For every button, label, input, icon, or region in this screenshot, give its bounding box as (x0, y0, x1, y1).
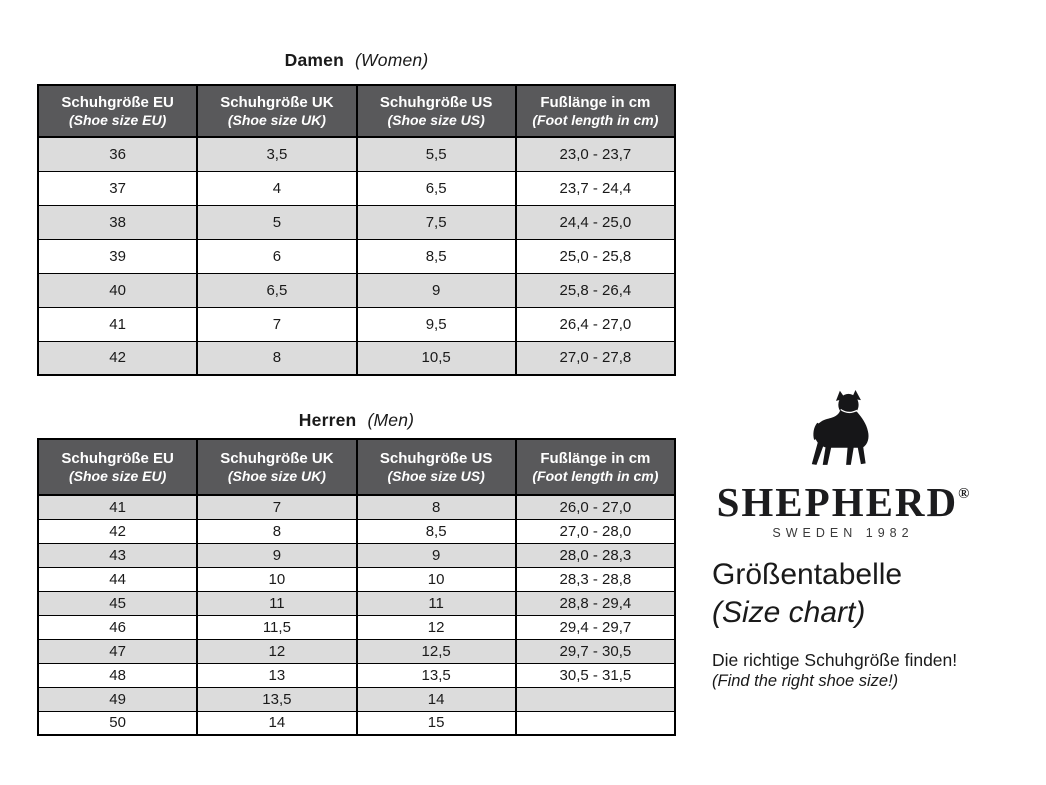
table-cell: 48 (38, 663, 197, 687)
table-row (38, 591, 675, 615)
table-cell (516, 711, 675, 735)
registered-mark: ® (958, 486, 970, 502)
column-header-footlength (516, 85, 675, 137)
table-row (38, 205, 675, 239)
table-cell: 43 (38, 543, 197, 567)
women-title-de: Damen (284, 50, 344, 70)
table-cell: 49 (38, 687, 197, 711)
table-cell: 7,5 (357, 205, 516, 239)
table-cell: 29,4 - 29,7 (516, 615, 675, 639)
table-cell: 9 (357, 273, 516, 307)
table-cell: 6 (197, 239, 356, 273)
column-header-us (357, 85, 516, 137)
table-row (38, 239, 675, 273)
header-label-en: (Shoe size US) (387, 112, 485, 128)
table-cell: 10 (357, 567, 516, 591)
men-table-title (37, 410, 676, 431)
table-cell: 40 (38, 273, 197, 307)
column-header-eu (38, 439, 197, 495)
header-label-en: (Shoe size EU) (69, 468, 167, 484)
women-size-table (37, 84, 676, 376)
table-cell: 25,8 - 26,4 (516, 273, 675, 307)
header-label-en: (Shoe size UK) (227, 112, 326, 128)
table-cell: 11,5 (197, 615, 356, 639)
table-cell: 14 (357, 687, 516, 711)
table-cell: 27,0 - 28,0 (516, 519, 675, 543)
table-cell: 9,5 (357, 307, 516, 341)
table-cell: 10 (197, 567, 356, 591)
table-cell: 45 (38, 591, 197, 615)
women-title-en: (Women) (355, 50, 429, 70)
header-label-de: Schuhgröße EU (61, 94, 174, 111)
info-line-en: (Find the right shoe size!) (712, 672, 899, 690)
header-label-de: Schuhgröße UK (220, 450, 334, 467)
table-cell: 41 (38, 307, 197, 341)
info-block (712, 556, 957, 692)
table-cell (516, 687, 675, 711)
info-heading-de: Größentabelle (712, 558, 903, 591)
table-row (38, 687, 675, 711)
table-cell: 3,5 (197, 137, 356, 171)
table-cell: 37 (38, 171, 197, 205)
table-row (38, 663, 675, 687)
column-header-eu (38, 85, 197, 137)
table-cell: 36 (38, 137, 197, 171)
table-cell: 15 (357, 711, 516, 735)
table-cell: 28,0 - 28,3 (516, 543, 675, 567)
table-row (38, 341, 675, 375)
header-label-en: (Shoe size UK) (227, 468, 326, 484)
table-cell: 9 (197, 543, 356, 567)
table-cell: 50 (38, 711, 197, 735)
table-row (38, 543, 675, 567)
table-cell: 47 (38, 639, 197, 663)
table-cell: 8 (357, 495, 516, 519)
women-header-row (38, 85, 675, 137)
table-cell: 13,5 (357, 663, 516, 687)
header-label-de: Schuhgröße EU (61, 450, 174, 467)
table-cell: 26,0 - 27,0 (516, 495, 675, 519)
table-cell: 13,5 (197, 687, 356, 711)
table-cell: 27,0 - 27,8 (516, 341, 675, 375)
table-row (38, 137, 675, 171)
table-cell: 10,5 (357, 341, 516, 375)
header-label-en: (Foot length in cm) (532, 468, 659, 484)
table-cell: 5,5 (357, 137, 516, 171)
brand-name-text: SHEPHERD (716, 479, 959, 525)
column-header-footlength (516, 439, 675, 495)
column-header-uk (197, 439, 356, 495)
header-label-en: (Foot length in cm) (532, 112, 659, 128)
header-label-de: Schuhgröße US (379, 94, 493, 111)
table-row (38, 711, 675, 735)
men-size-table (37, 438, 676, 736)
table-row (38, 639, 675, 663)
header-label-en: (Shoe size US) (387, 468, 485, 484)
table-cell: 4 (197, 171, 356, 205)
table-row (38, 171, 675, 205)
brand-name (710, 473, 976, 523)
table-cell: 30,5 - 31,5 (516, 663, 675, 687)
table-row (38, 567, 675, 591)
table-cell: 29,7 - 30,5 (516, 639, 675, 663)
brand-tagline: SWEDEN 1982 (772, 526, 914, 540)
table-cell: 42 (38, 341, 197, 375)
table-cell: 6,5 (357, 171, 516, 205)
men-title-en: (Men) (367, 410, 415, 430)
table-cell: 12 (357, 615, 516, 639)
table-cell: 44 (38, 567, 197, 591)
table-cell: 38 (38, 205, 197, 239)
brand-logo (710, 390, 976, 540)
men-header-row (38, 439, 675, 495)
table-row (38, 495, 675, 519)
info-heading-en: (Size chart) (712, 596, 866, 629)
table-cell: 8 (197, 519, 356, 543)
table-cell: 12 (197, 639, 356, 663)
info-line-de: Die richtige Schuhgröße finden! (712, 650, 958, 670)
table-cell: 11 (357, 591, 516, 615)
women-table-title (37, 50, 676, 71)
table-cell: 8 (197, 341, 356, 375)
header-label-de: Schuhgröße UK (220, 94, 334, 111)
table-row (38, 307, 675, 341)
table-cell: 13 (197, 663, 356, 687)
table-cell: 28,8 - 29,4 (516, 591, 675, 615)
table-cell: 28,3 - 28,8 (516, 567, 675, 591)
table-cell: 6,5 (197, 273, 356, 307)
table-cell: 12,5 (357, 639, 516, 663)
table-cell: 41 (38, 495, 197, 519)
table-row (38, 273, 675, 307)
table-cell: 26,4 - 27,0 (516, 307, 675, 341)
table-cell: 7 (197, 495, 356, 519)
table-cell: 7 (197, 307, 356, 341)
table-cell: 8,5 (357, 239, 516, 273)
header-label-en: (Shoe size EU) (69, 112, 167, 128)
table-cell: 23,0 - 23,7 (516, 137, 675, 171)
table-cell: 42 (38, 519, 197, 543)
column-header-us (357, 439, 516, 495)
table-row (38, 615, 675, 639)
table-cell: 8,5 (357, 519, 516, 543)
header-label-de: Schuhgröße US (379, 450, 493, 467)
lamb-icon (807, 390, 879, 468)
table-cell: 25,0 - 25,8 (516, 239, 675, 273)
table-cell: 9 (357, 543, 516, 567)
table-row (38, 519, 675, 543)
table-cell: 24,4 - 25,0 (516, 205, 675, 239)
header-label-de: Fußlänge in cm (540, 450, 651, 467)
men-title-de: Herren (298, 410, 357, 430)
header-label-de: Fußlänge in cm (540, 94, 651, 111)
table-cell: 46 (38, 615, 197, 639)
table-cell: 39 (38, 239, 197, 273)
table-cell: 11 (197, 591, 356, 615)
table-cell: 23,7 - 24,4 (516, 171, 675, 205)
column-header-uk (197, 85, 356, 137)
table-cell: 5 (197, 205, 356, 239)
table-cell: 14 (197, 711, 356, 735)
